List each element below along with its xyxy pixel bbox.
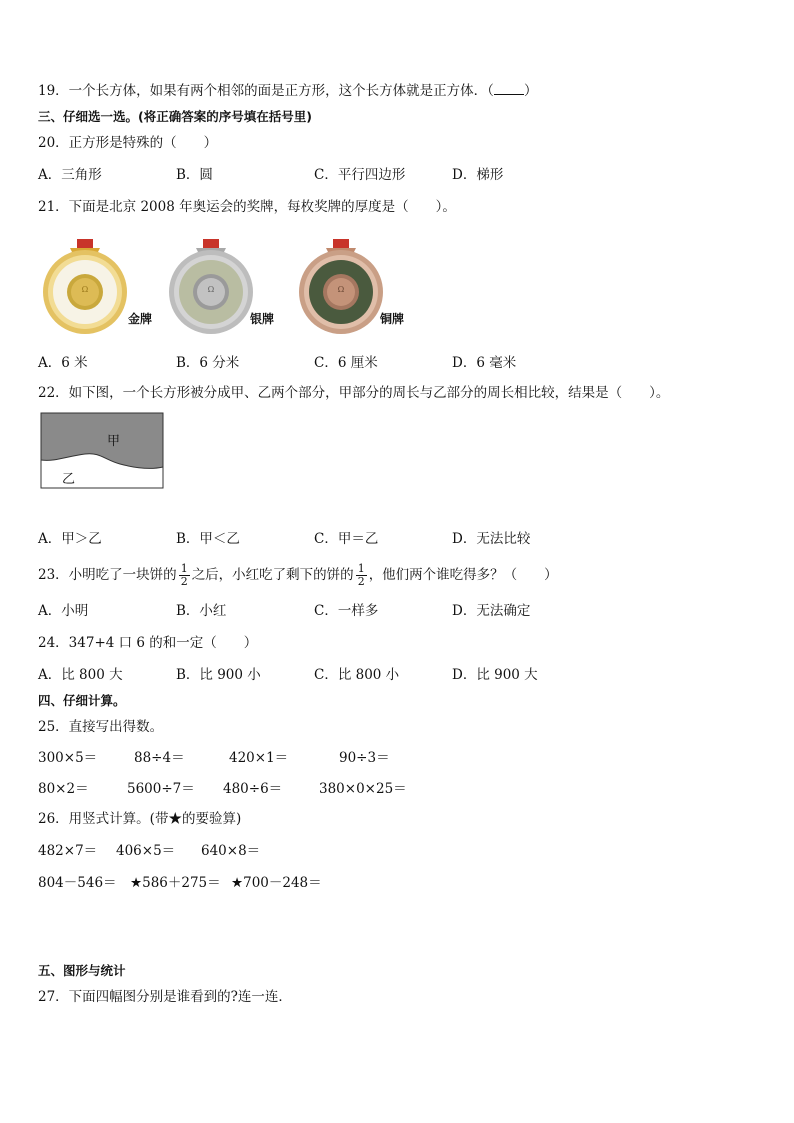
fraction-one-half: $\frac{1}{2}$ <box>357 562 365 588</box>
q23-option-b: B．小红 <box>176 603 227 619</box>
question-21: 21．下面是北京 2008 年奥运会的奖牌，每枚奖牌的厚度是（ ）。 <box>38 199 456 215</box>
bronze-medal-image <box>296 236 386 336</box>
q23-option-a: A．小明 <box>38 603 89 619</box>
q22-option-d: D．无法比较 <box>452 531 531 547</box>
q26-item: 482×7＝ <box>38 843 98 859</box>
q26-item: ★700－248＝ <box>231 875 322 891</box>
region-yi-label: 乙 <box>62 472 76 487</box>
svg-text:Ω: Ω <box>337 285 345 294</box>
q25-item: 80×2＝ <box>38 781 89 797</box>
q20-option-a: A．三角形 <box>38 167 102 183</box>
q22-option-b: B．甲＜乙 <box>176 531 240 547</box>
q22-option-a: A．甲＞乙 <box>38 531 102 547</box>
question-27: 27．下面四幅图分别是谁看到的?连一连． <box>38 989 292 1005</box>
question-22: 22．如下图，一个长方形被分成甲、乙两个部分，甲部分的周长与乙部分的周长相比较，结果是（ ）。 <box>38 385 670 401</box>
q25-item: 90÷3＝ <box>339 750 390 766</box>
silver-medal-image <box>166 236 256 336</box>
q21-option-d: D．6 毫米 <box>452 355 517 371</box>
q23-option-d: D．无法确定 <box>452 603 531 619</box>
q20-option-c: C．平行四边形 <box>314 167 406 183</box>
fraction-one-half: $\frac{1}{2}$ <box>180 562 188 588</box>
q26-item: 406×5＝ <box>116 843 176 859</box>
q23-option-c: C．一样多 <box>314 603 379 619</box>
question-24: 24．347+4 口 6 的和一定（ ） <box>38 635 258 651</box>
question-20: 20．正方形是特殊的（ ） <box>38 135 218 151</box>
q25-item: 480÷6＝ <box>223 781 283 797</box>
svg-text:Ω: Ω <box>207 285 215 294</box>
q26-item: ★586＋275＝ <box>130 875 221 891</box>
svg-text:Ω: Ω <box>81 285 89 294</box>
question-19: 19．一个长方体，如果有两个相邻的面是正方形，这个长方体就是正方体．（ ） <box>38 83 538 99</box>
rectangle-split-diagram <box>40 412 166 490</box>
section-4-heading: 四、仔细计算。 <box>38 693 126 708</box>
silver-medal-label: 银牌 <box>250 312 275 326</box>
q22-option-c: C．甲＝乙 <box>314 531 379 547</box>
section-3-heading: 三、仔细选一选。(将正确答案的序号填在括号里) <box>38 109 312 124</box>
q25-item: 420×1＝ <box>229 750 289 766</box>
q21-option-c: C．6 厘米 <box>314 355 378 371</box>
q25-item: 300×5＝ <box>38 750 98 766</box>
bronze-medal-label: 铜牌 <box>380 312 405 326</box>
gold-medal-image <box>40 236 130 336</box>
q26-item: 640×8＝ <box>201 843 261 859</box>
question-23: 23．小明吃了一块饼的 $\frac{1}{2}$ 之后，小红吃了剩下的饼的 $\frac{1}{2}$ ，他们两个谁吃得多？（ ） <box>38 562 558 588</box>
q21-option-a: A．6 米 <box>38 355 88 371</box>
q24-option-c: C．比 800 小 <box>314 667 400 683</box>
q26-item: 804－546＝ <box>38 875 117 891</box>
q21-option-b: B．6 分米 <box>176 355 240 371</box>
q25-item: 5600÷7＝ <box>127 781 195 797</box>
section-5-heading: 五、图形与统计 <box>38 963 126 978</box>
question-26: 26．用竖式计算。(带★的要验算) <box>38 811 242 827</box>
question-25: 25．直接写出得数。 <box>38 719 164 735</box>
q20-option-d: D．梯形 <box>452 167 504 183</box>
q24-option-a: A．比 800 大 <box>38 667 123 683</box>
q25-item: 380×0×25＝ <box>319 781 407 797</box>
gold-medal-label: 金牌 <box>128 312 153 326</box>
q24-option-d: D．比 900 大 <box>452 667 538 683</box>
region-jia-label: 甲 <box>107 434 121 449</box>
q25-item: 88÷4＝ <box>134 750 185 766</box>
answer-blank[interactable] <box>494 82 524 95</box>
q20-option-b: B．圆 <box>176 167 213 183</box>
q24-option-b: B．比 900 小 <box>176 667 261 683</box>
